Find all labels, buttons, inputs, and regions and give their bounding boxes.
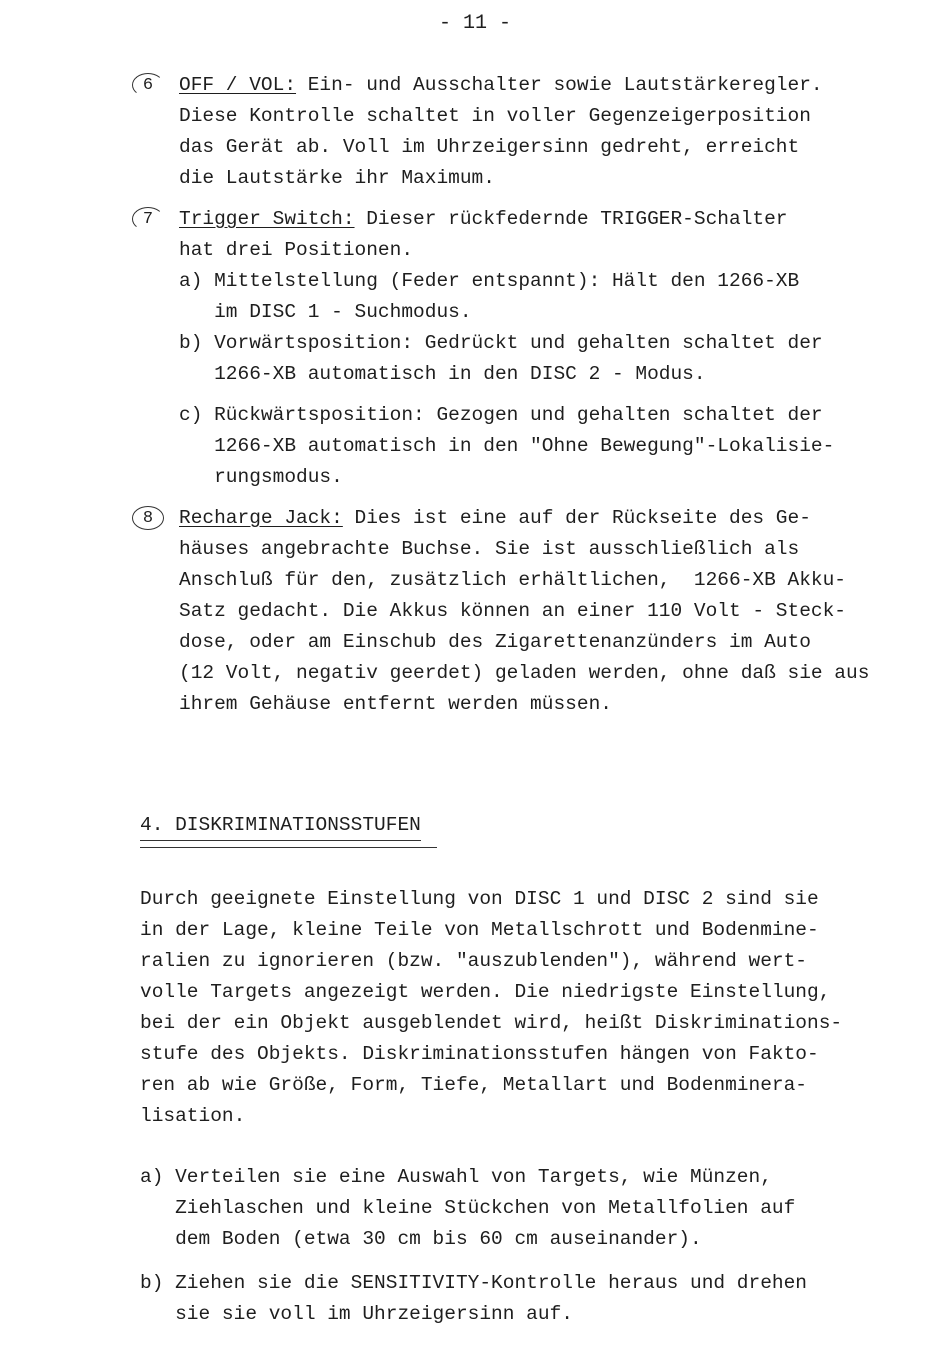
subitem-c-line: 1266-XB automatisch in den "Ohne Bewegung"-Lokalisie- [179,435,835,457]
paragraph-line: bei der ein Objekt ausgeblendet wird, heißt Diskriminations- [140,1012,843,1034]
item-off-vol [132,70,922,194]
item-first-line: Trigger Switch: Dieser rückfedernde TRIGGER-Schalter [179,208,788,230]
subitem-b-line: b) Vorwärtsposition: Gedrückt und gehalten schaltet der [179,332,823,354]
subitem-a-line: im DISC 1 - Suchmodus. [179,301,472,323]
paragraph-line: volle Targets angezeigt werden. Die niedrigste Einstellung, [140,981,831,1003]
item-text-line: häuses angebrachte Buchse. Sie ist ausschließlich als [179,538,800,560]
item-text-line: hat drei Positionen. [179,239,414,261]
subitem-a-line: a) Mittelstellung (Feder entspannt): Hält den 1266-XB [179,270,800,292]
section-paragraph [140,884,920,1132]
paragraph-line: ren ab wie Größe, Form, Tiefe, Metallart und Bodenminera- [140,1074,808,1096]
paragraph-line: stufe des Objekts. Diskriminationsstufen hängen von Fakto- [140,1043,819,1065]
paragraph-line: in der Lage, kleine Teile von Metallschrott und Bodenmine- [140,919,819,941]
item-text-line: die Lautstärke ihr Maximum. [179,167,495,189]
step-a-line: Ziehlaschen und kleine Stückchen von Metallfolien auf [140,1197,796,1219]
item-text-line: Satz gedacht. Die Akkus können an einer 110 Volt - Steck- [179,600,847,622]
item-number-badge: 7 [132,207,164,231]
item-trigger-switch [132,204,922,493]
paragraph-line: Durch geeignete Einstellung von DISC 1 und DISC 2 sind sie [140,888,819,910]
paragraph-line: ralien zu ignorieren (bzw. "auszublenden"), während wert- [140,950,808,972]
item-first-line: Recharge Jack: Dies ist eine auf der Rückseite des Ge- [179,507,811,529]
item-label: Trigger Switch: [179,208,355,230]
step-b-line: b) Ziehen sie die SENSITIVITY-Kontrolle heraus und drehen [140,1272,808,1294]
item-text-line: ihrem Gehäuse entfernt werden müssen. [179,693,612,715]
item-recharge-jack [132,503,922,720]
subitem-c-line: c) Rückwärtsposition: Gezogen und gehalten schaltet der [179,404,823,426]
subitem-c-line: rungsmodus. [179,466,343,488]
item-number-badge: 8 [132,506,164,530]
section-steps [140,1162,920,1330]
item-label: OFF / VOL: [179,74,297,96]
step-a-line: a) Verteilen sie eine Auswahl von Targets, wie Münzen, [140,1166,772,1188]
heading-double-underline [140,847,437,848]
subitem-b-line: 1266-XB automatisch in den DISC 2 - Modus. [179,363,706,385]
item-label: Recharge Jack: [179,507,343,529]
item-first-line: OFF / VOL: Ein- und Ausschalter sowie Lautstärkeregler. [179,74,823,96]
item-text-line: das Gerät ab. Voll im Uhrzeigersinn gedreht, erreicht [179,136,800,158]
item-text-line: (12 Volt, negativ geerdet) geladen werden, ohne daß sie aus [179,662,870,684]
paragraph-line: lisation. [140,1105,246,1127]
section-heading-text: 4. DISKRIMINATIONSSTUFEN [140,812,421,841]
section-heading [140,812,421,841]
step-b-line: sie sie voll im Uhrzeigersinn auf. [140,1303,573,1325]
step-a-line: dem Boden (etwa 30 cm bis 60 cm auseinander). [140,1228,702,1250]
page-number: - 11 - [438,12,511,35]
item-text-line: Diese Kontrolle schaltet in voller Gegenzeigerposition [179,105,811,127]
item-text-line: Anschluß für den, zusätzlich erhältlichen, 1266-XB Akku- [179,569,847,591]
item-number-badge: 6 [132,73,164,97]
item-text-line: dose, oder am Einschub des Zigarettenanzünders im Auto [179,631,811,653]
